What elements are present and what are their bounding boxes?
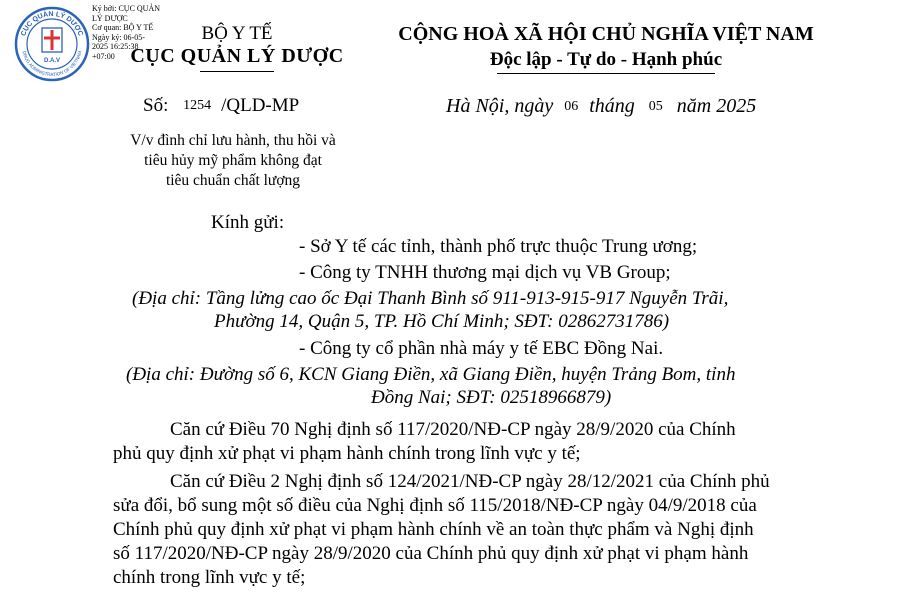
paragraph-line: chính trong lĩnh vực y tế; [113, 567, 306, 588]
signature-line: Ngày ký: 06-05- [92, 32, 145, 42]
seal-bottom-text: DRUG ADMINISTRATION OF VIETNAM [21, 50, 83, 78]
header-left [110, 22, 364, 72]
paragraph-line: số 117/2020/NĐ-CP ngày 28/9/2020 của Chính phủ quy định xử phạt vi phạm hành [113, 543, 749, 564]
recipient-address: Đồng Nai; SĐT: 02518966879) [371, 387, 612, 408]
signature-line: 2025 16:25:38 [92, 42, 139, 51]
subject-line: V/v đình chỉ lưu hành, thu hồi và [130, 132, 336, 149]
header-right [364, 22, 848, 74]
date-month: 05 [648, 99, 663, 114]
motto: Độc lập - Tự do - Hạnh phúc [489, 49, 723, 70]
paragraph-line: Căn cứ Điều 70 Nghị định số 117/2020/NĐ-CP ngày 28/9/2020 của Chính [170, 419, 736, 440]
doc-number-value: 1254 [183, 98, 212, 113]
paragraph-line: Căn cứ Điều 2 Nghị định số 124/2021/NĐ-CP ngày 28/12/2021 của Chính phủ [170, 471, 770, 492]
department-underline [200, 71, 274, 72]
signature-line: Ký bởi: CỤC QUẢN [92, 4, 161, 13]
signature-line: LÝ DƯỢC [92, 13, 128, 23]
paragraph-line: sửa đổi, bổ sung một số điều của Nghị định số 115/2018/NĐ-CP ngày 04/9/2018 của [113, 495, 757, 516]
date-day: 06 [564, 99, 579, 114]
signature-line: +07:00 [92, 51, 115, 61]
subject-line: tiêu chuẩn chất lượng [165, 172, 301, 189]
official-seal-icon [14, 6, 90, 82]
motto-underline [497, 73, 715, 74]
recipient-address: (Địa chỉ: Đường số 6, KCN Giang Điền, xã Giang Điền, huyện Trảng Bom, tỉnh [126, 364, 736, 385]
document-number [143, 95, 299, 117]
recipient-address: Phường 14, Quận 5, TP. Hồ Chí Minh; SĐT: 02862731786) [214, 311, 670, 332]
doc-number-suffix: /QLD-MP [221, 95, 300, 116]
recipient-item: - Công ty cổ phần nhà máy y tế EBC Đồng Nai. [299, 338, 664, 359]
paragraph-line: phủ quy định xử phạt vi phạm hành chính trong lĩnh vực y tế; [113, 443, 581, 464]
date-line [446, 95, 756, 118]
date-year: năm 2025 [676, 95, 757, 117]
department-name: CỤC QUẢN LÝ DƯỢC [130, 45, 344, 67]
nation-title: CỘNG HOÀ XÃ HỘI CHỦ NGHĨA VIỆT NAM [398, 23, 814, 45]
date-place: Hà Nội, ngày [446, 95, 554, 117]
paragraph-line: Chính phủ quy định xử phạt vi phạm hành chính về an toàn thực phẩm và Nghị định [113, 519, 754, 540]
recipient-address: (Địa chỉ: Tầng lửng cao ốc Đại Thanh Bình số 911-913-915-917 Nguyễn Trãi, [132, 288, 729, 309]
subject [108, 131, 358, 191]
recipient-item: - Sở Y tế các tỉnh, thành phố trực thuộc Trung ương; [299, 236, 698, 257]
seal-top-text: CỤC QUẢN LÝ DƯỢC [20, 10, 84, 38]
subject-line: tiêu hủy mỹ phẩm không đạt [144, 152, 322, 169]
date-month-word: tháng [589, 95, 635, 117]
ministry-name: BỘ Y TẾ [201, 23, 273, 44]
doc-number-prefix: Số: [143, 95, 169, 116]
signature-line: Cơ quan: BỘ Y TẾ [92, 23, 154, 32]
seal-abbr: D.A.V [43, 58, 61, 64]
recipients-greeting: Kính gửi: [211, 212, 285, 233]
recipient-item: - Công ty TNHH thương mại dịch vụ VB Group; [299, 262, 671, 283]
